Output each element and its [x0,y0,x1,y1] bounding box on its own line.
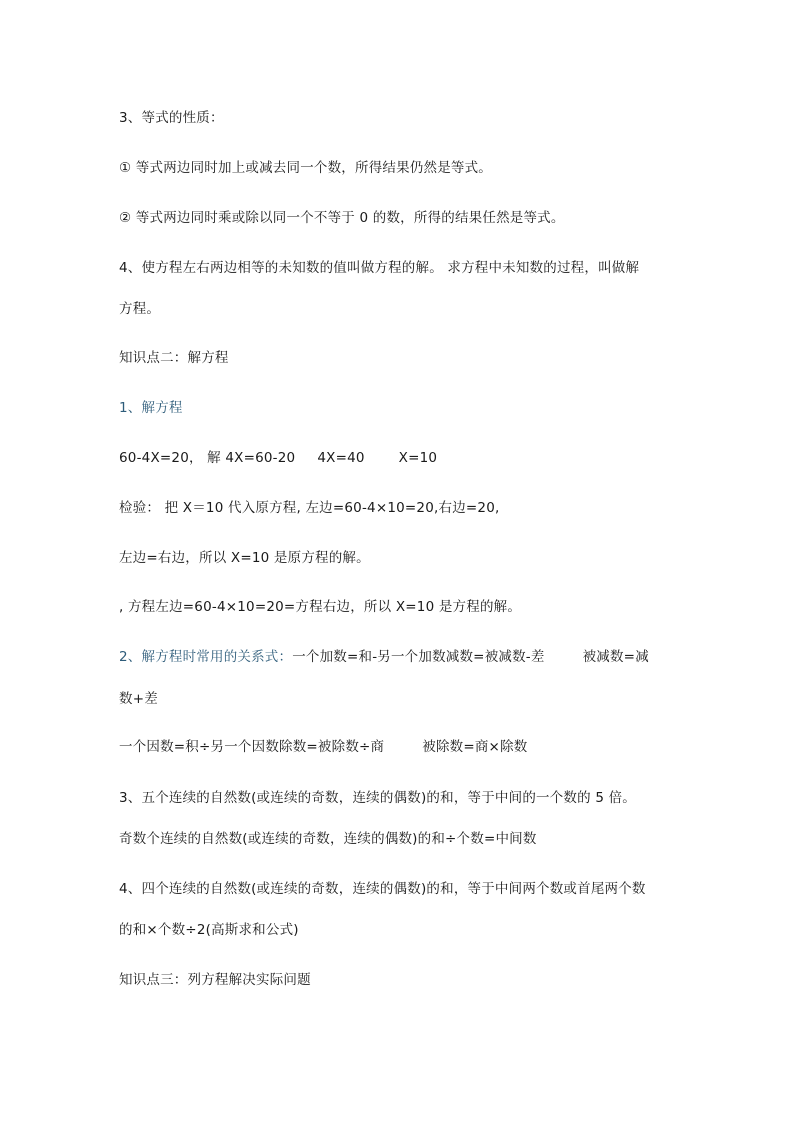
property-item-1: ① 等式两边同时加上或减去同一个数，所得结果仍然是等式。 [119,160,492,176]
solution-definition: 4、使方程左右两边相等的未知数的值叫做方程的解。 求方程中未知数的过程，叫做解 [119,260,640,276]
check-conclusion: 左边=右边，所以 X=10 是原方程的解。 [119,550,370,566]
relations-dividend: 被除数=商×除数 [422,739,528,755]
relations-mul-div-line [119,737,527,757]
section-heading-2: 知识点二：解方程 [119,350,229,366]
example-step-1: 60-4X=20， 解 4X=60-20 [119,450,296,466]
example-equation [119,448,437,468]
consecutive-five-rule: 3、五个连续的自然数(或连续的奇数，连续的偶数)的和，等于中间的一个数的 5 倍。 [119,790,636,806]
subheading-solve-equation: 1、解方程 [119,400,183,416]
consecutive-four-rule-cont: 的和×个数÷2(高斯求和公式) [119,922,299,938]
section-heading-3: 知识点三：列方程解决实际问题 [119,972,311,988]
check-step: 检验： 把 X＝10 代入原方程, 左边=60-4×10=20,右边=20, [119,500,500,516]
relations-minuend: 被减数=减 [582,649,649,665]
property-item-2: ② 等式两边同时乘或除以同一个不等于 0 的数，所得的结果任然是等式。 [119,210,565,226]
example-step-2: 4X=40 [317,450,365,466]
relations-add-sub: 一个加数=和-另一个加数减数=被减数-差 [292,649,545,665]
solution-definition-cont: 方程。 [119,301,161,317]
consecutive-four-rule: 4、四个连续的自然数(或连续的奇数，连续的偶数)的和，等于中间两个数或首尾两个数 [119,881,646,897]
relations-mul-div: 一个因数=积÷另一个因数除数=被除数÷商 [119,739,385,755]
relations-heading: 2、解方程时常用的关系式： [119,649,293,665]
example-step-3: X=10 [398,450,438,466]
odd-count-rule: 奇数个连续的自然数(或连续的奇数，连续的偶数)的和÷个数=中间数 [119,831,537,847]
relations-line-cont: 数+差 [119,691,158,707]
check-conclusion-alt: , 方程左边=60-4×10=20=方程右边，所以 X=10 是方程的解。 [119,599,522,615]
relations-line [119,647,649,667]
property-heading: 3、等式的性质： [119,110,224,126]
